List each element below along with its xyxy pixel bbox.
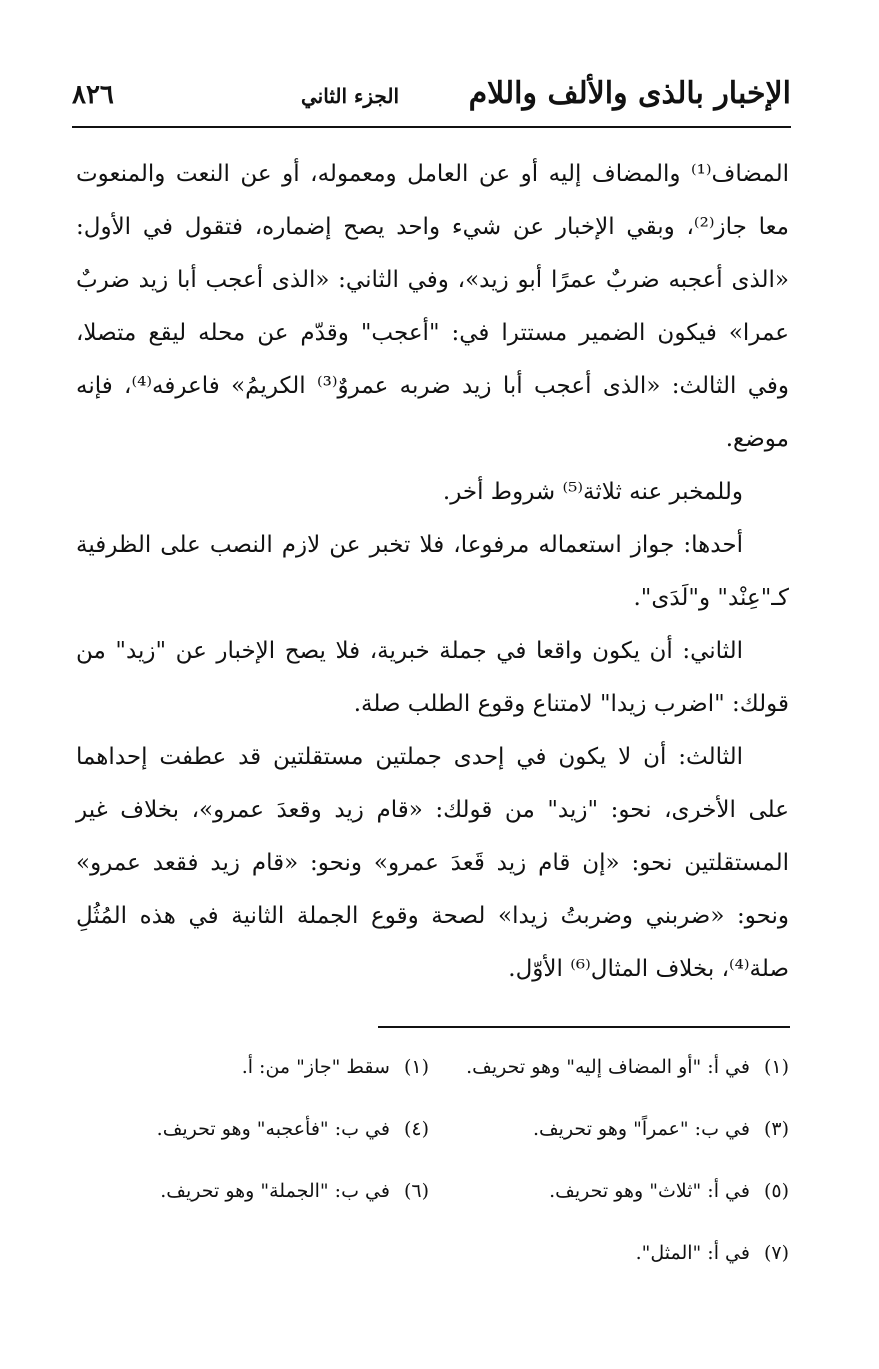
footnote-number: (٥): [763, 1180, 789, 1202]
footnote-text: في ب: "فأعجبه" وهو تحريف.: [156, 1118, 390, 1140]
chapter-title: الإخبار بالذى والألف واللام: [468, 76, 791, 111]
paragraph: أحدها: جواز استعماله مرفوعا، فلا تخبر عن لازم النصب على الظرفية كـ"عِنْد" و"لَدَى".: [76, 532, 789, 611]
footnote-number: (٦): [403, 1180, 429, 1202]
footnote-number: (٤): [403, 1118, 429, 1140]
footnote-text: سقط "جاز" من: أ.: [241, 1056, 390, 1078]
footnote-number: (١): [763, 1056, 789, 1078]
footnote: [466, 1056, 789, 1078]
paragraph: الثالث: أن لا يكون في إحدى جملتين مستقلتين قد عطفت إحداهما على الأخرى، نحو: "زيد" من قولك: «قام زيد وقعدَ عمرو»، بخلاف غير المستقلتين نحو: «إن قام زيد قَعدَ عمرو» ونحو: «قام زيد فقعد عمرو» ونحو: «ضربني وضربتُ زيدا» لصحة وقوع الجملة الثانية في هذه المُثُلِ صلة⁽⁴⁾، بخلاف المثال⁽⁶⁾ الأوّل.: [76, 744, 789, 982]
footnote: [160, 1180, 429, 1202]
footnote-number: (١): [403, 1056, 429, 1078]
footnote-text: في ب: "الجملة" وهو تحريف.: [160, 1180, 390, 1202]
footnote-divider: [378, 1026, 790, 1028]
header-divider: [72, 126, 791, 128]
footnotes: [76, 1048, 789, 1296]
footnote-text: في أ: "أو المضاف إليه" وهو تحريف.: [466, 1056, 750, 1078]
footnote-text: في أ: "ثلاث" وهو تحريف.: [549, 1180, 750, 1202]
footnote: [549, 1180, 789, 1202]
footnote: [242, 1056, 429, 1078]
page-number: ٨٢٦: [72, 80, 114, 110]
main-text: [76, 148, 789, 996]
paragraph: وللمخبر عنه ثلاثة⁽⁵⁾ شروط أخر.: [442, 479, 743, 505]
footnote-row: [76, 1234, 789, 1296]
footnote: [636, 1242, 789, 1264]
volume-label: الجزء الثاني: [301, 84, 399, 108]
footnote: [157, 1118, 429, 1140]
footnote-row: [76, 1048, 789, 1110]
footnote-row: [76, 1172, 789, 1234]
running-header: [72, 76, 791, 124]
paragraph: المضاف⁽¹⁾ والمضاف إليه أو عن العامل ومعموله، أو عن النعت والمنعوت معا جاز⁽²⁾، وبقي الإخبار عن شيء واحد يصح إضماره، فتقول في الأول: «الذى أعجبه ضربٌ عمرًا أبو زيد»، وفي الثاني: «الذى أعجب أبا زيد ضربٌ عمرا» فيكون الضمير مستترا في: "أعجب" وقدّم عن محله ليقع متصلا، وفي الثالث: «الذى أعجب أبا زيد ضربه عمروٌ⁽³⁾ الكريمُ» فاعرفه⁽⁴⁾، فإنه موضع.: [76, 161, 790, 452]
footnote-text: في ب: "عمراً" وهو تحريف.: [532, 1118, 750, 1140]
footnote-text: في أ: "المثل".: [635, 1242, 750, 1264]
paragraph: الثاني: أن يكون واقعا في جملة خبرية، فلا يصح الإخبار عن "زيد" من قولك: "اضرب زيدا" لامتناع وقوع الطلب صلة.: [76, 638, 789, 717]
footnote-number: (٣): [763, 1118, 789, 1140]
footnote: [533, 1118, 789, 1140]
footnote-number: (٧): [763, 1242, 789, 1264]
footnote-row: [76, 1110, 789, 1172]
